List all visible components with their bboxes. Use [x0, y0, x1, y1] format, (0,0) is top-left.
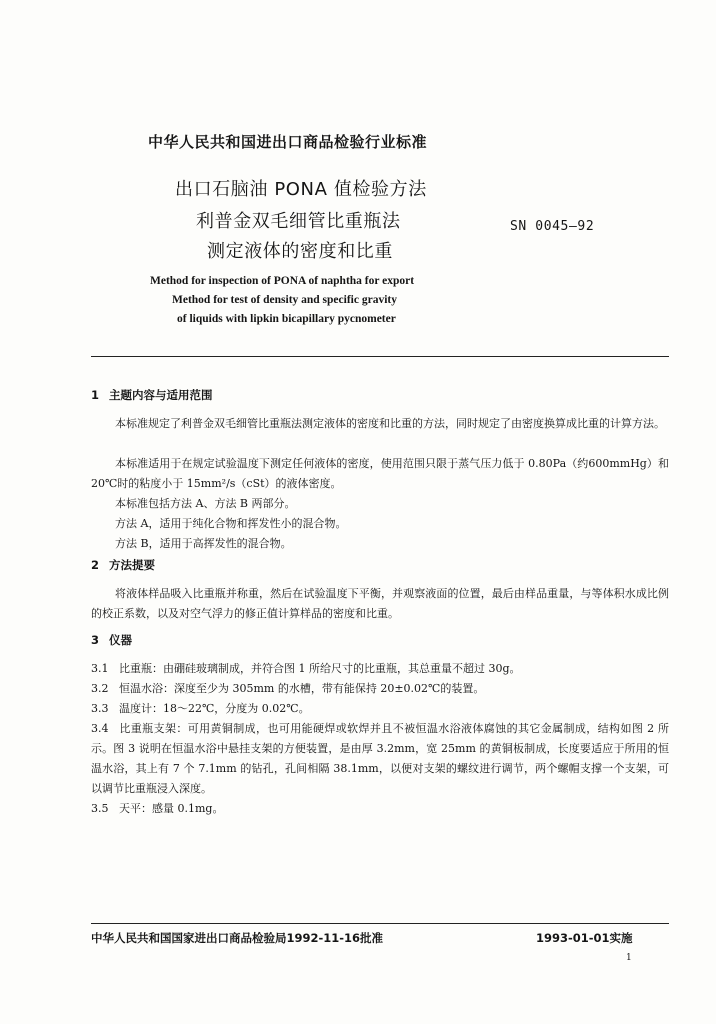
item-text: 恒温水浴：深度至少为 305mm 的水槽，带有能保持 20±0.02℃的装置。 [119, 682, 485, 695]
section-number: 3 [91, 633, 100, 647]
list-item [91, 679, 669, 699]
item-text: 比重瓶：由硼硅玻璃制成，并符合图 1 所给尺寸的比重瓶，其总重量不超过 30g。 [119, 662, 521, 675]
item-number: 3.5 [91, 802, 109, 815]
org-title: 中华人民共和国进出口商品检验行业标准 [148, 133, 428, 151]
section-title: 主题内容与适用范围 [109, 388, 213, 402]
implementation-date: 1993-01-01实施 [536, 931, 633, 945]
section-title: 仪器 [109, 633, 132, 647]
page-number: 1 [626, 953, 632, 963]
title-line-2: 利普金双毛细管比重瓶法 [196, 211, 401, 232]
list-item [91, 659, 669, 679]
english-title-line-3: of liquids with lipkin bicapillary pycnometer [177, 313, 396, 325]
list-item [91, 799, 669, 819]
item-number: 3.4 [91, 722, 109, 735]
approval-line: 中华人民共和国国家进出口商品检验局1992-11-16批准 [91, 931, 384, 945]
item-text: 温度计：18～22℃，分度为 0.02℃。 [119, 702, 310, 715]
title-line-3: 测定液体的密度和比重 [207, 241, 393, 262]
section-1-paragraph-5: 方法 B，适用于高挥发性的混合物。 [115, 537, 292, 550]
english-title-line-1: Method for inspection of PONA of naphtha for export [150, 275, 415, 287]
section-number: 2 [91, 558, 100, 572]
item-number: 3.2 [91, 682, 109, 695]
section-1-paragraph-2: 本标准适用于在规定试验温度下测定任何液体的密度，使用范围只限于蒸气压力低于 0.80Pa（约600mmHg）和 20℃时的粘度小于 15mm²/s（cSt）的液体密度。 [91, 457, 669, 490]
section-1-paragraph-1: 本标准规定了利普金双毛细管比重瓶法测定液体的密度和比重的方法，同时规定了由密度换算成比重的计算方法。 [115, 417, 665, 430]
english-title-line-2: Method for test of density and specific gravity [172, 294, 397, 306]
section-3-heading [91, 632, 132, 648]
section-1-paragraph-4: 方法 A，适用于纯化合物和挥发性小的混合物。 [115, 517, 347, 530]
list-item [91, 719, 669, 799]
section-1-paragraph-3: 本标准包括方法 A、方法 B 两部分。 [115, 497, 296, 510]
list-item [91, 699, 669, 719]
item-number: 3.1 [91, 662, 109, 675]
section-2-heading [91, 557, 155, 573]
section-2-paragraph-1: 将液体样品吸入比重瓶并称重，然后在试验温度下平衡，并观察液面的位置，最后由样品重量，与等体积水成比例的校正系数，以及对空气浮力的修正值计算样品的密度和比重。 [91, 587, 669, 620]
item-text: 天平：感量 0.1mg。 [119, 802, 224, 815]
item-text: 比重瓶支架：可用黄铜制成，也可用能硬焊或软焊并且不被恒温水浴液体腐蚀的其它金属制成，结构如图 2 所示。图 3 说明在恒温水浴中悬挂支架的方便装置，是由厚 3.2mm，宽 25mm 的黄铜板制成，长度要适应于所用的恒温水浴，其上有 7 个 7.1mm 的钻孔，孔间相隔 38.1mm，以便对支架的螺纹进行调节，两个螺帽支撑一个支架，可以调节比重瓶浸入深度。 [91, 722, 669, 795]
section-1-heading [91, 387, 213, 403]
section-number: 1 [91, 388, 100, 402]
section-title: 方法提要 [109, 558, 155, 572]
header-divider [91, 356, 669, 357]
item-number: 3.3 [91, 702, 109, 715]
title-line-1: 出口石脑油 PONA 值检验方法 [175, 179, 427, 200]
standard-number: SN 0045—92 [510, 219, 595, 234]
footer-divider [91, 923, 669, 924]
